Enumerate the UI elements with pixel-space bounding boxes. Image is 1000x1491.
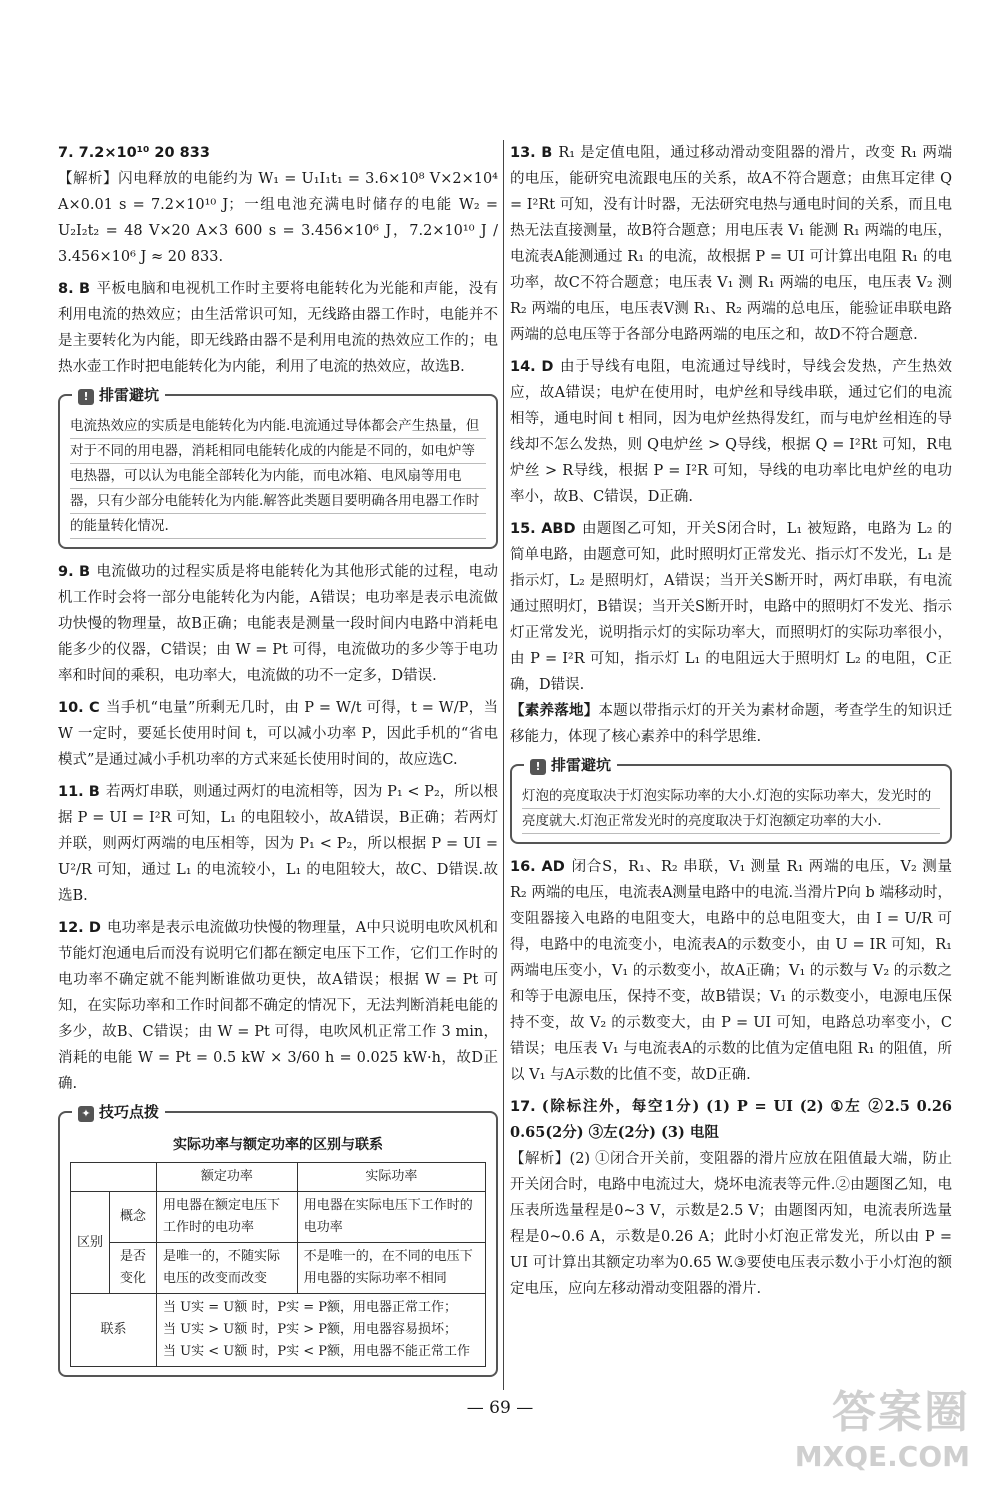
question-17 [510,1094,952,1302]
question-15 [510,516,952,750]
question-9 [58,559,498,689]
q9-number: 9. B [58,564,91,580]
tips-box [58,1103,498,1377]
q11-number: 11. B [58,784,100,800]
question-14 [510,354,952,510]
pitfall-title-2: ! 排雷避坑 [524,753,617,778]
table-cell-change-actual: 不是唯一的，在不同的电压下用电器的实际功率不相同 [297,1243,485,1294]
table-row-concept-label: 概念 [110,1192,157,1243]
table-header-rated: 额定功率 [157,1163,298,1192]
question-8 [58,276,498,380]
pitfall-text-1: 电流热效应的实质是电能转化为内能.电流通过导体都会产生热量，但对于不同的用电器，消耗相同电能转化成的内能是不同的，如电炉等电热器，可以认为电能全部转化为内能，而电冰箱、电风扇等用电器，只有少部分电能转化为内能.解答此类题目要明确各用电器工作时的能量转化情况. [70,414,486,539]
table-header-actual: 实际功率 [297,1163,485,1192]
q11-text: 若两灯串联，则通过两灯的电流相等，因为 P₁ < P₂，所以根据 P = UI = I²R 可知，L₁ 的电阻较小，故A错误，B正确；若两灯并联，则两灯两端的电压相等，因为 P₁ < P₂，所以根据 P = UI = U²/R 可知，通过 L₁ 的电流较小，L₁ 的电阻较大，故C、D错误.故选B. [58,784,498,904]
power-comparison-table [70,1162,486,1367]
q15-text: 由题图乙可知，开关S闭合时，L₁ 被短路，电路为 L₂ 的简单电路，由题意可知，此时照明灯正常发光、指示灯不发光，L₁ 是指示灯，L₂ 是照明灯，A错误；当开关S断开时，两灯串联，有电流通过照明灯，B错误；当开关S断开时，电路中的照明灯不发光、指示灯正常发光，说明指示灯的实际功率大，而照明灯的实际功率很小，由 P = I²R 可知，指示灯 L₁ 的电阻远大于照明灯 L₂ 的电阻，C正确，D错误. [510,521,952,693]
table-row-relation-label: 联系 [71,1294,157,1367]
page-number: — 69 — [466,1398,534,1418]
table-cell-relation [157,1294,486,1367]
q12-number: 12. D [58,920,101,936]
tips-title: ✦ 技巧点拨 [72,1100,165,1125]
table-cell-concept-actual: 用电器在实际电压下工作时的电功率 [297,1192,485,1243]
right-column [510,140,952,1308]
q15-note-text: 本题以带指示灯的开关为素材命题，考查学生的知识迁移能力，体现了核心素养中的科学思维. [510,703,953,745]
q7-answer: 7. 7.2×10¹⁰ 20 833 [58,145,210,161]
relation-line: 当 U实 = U额 时，P实 = P额，用电器正常工作； [163,1300,457,1315]
pitfall-box-1 [58,386,498,549]
question-7 [58,140,498,270]
table-row-change-label: 是否变化 [110,1243,157,1294]
lightbulb-icon: ✦ [78,1106,94,1122]
warning-icon: ! [530,759,546,775]
q16-number: 16. AD [510,859,565,875]
q17-analysis: 【解析】(2) ①闭合开关前，变阻器的滑片应放在阻值最大端，防止开关闭合时，电路中电流过大，烧坏电流表等元件.②由题图乙知，电压表所选量程是0~3 V，示数是2.5 V；由题图丙知，电流表所选量程是0~0.6 A，示数是0.26 A；此时小灯泡正常发光，所以由 P = UI 可计算出其额定功率为0.65 W.③要使电压表示数小于小灯泡的额定电压，应向左移动滑动变阻器的滑片. [510,1151,952,1297]
q15-number: 15. ABD [510,521,576,537]
q13-number: 13. B [510,145,553,161]
q14-text: 由于导线有电阻，电流通过导线时，导线会发热，产生热效应，故A错误；电炉在使用时，电炉丝和导线串联，通过它们的电流相等，通电时间 t 相同，因为电炉丝热得发红，而与电炉丝相连的导线却不怎么发热，则 Q电炉丝 > Q导线，根据 Q = I²Rt 可知，R电炉丝 > R导线，根据 P = I²R 可知，导线的电功率比电炉丝的电功率小，故B、C错误，D正确. [510,359,952,505]
column-divider [503,140,504,1390]
q9-text: 电流做功的过程实质是将电能转化为其他形式能的过程，电动机工作时会将一部分电能转化为内能，A错误；电功率是表示电流做功快慢的物理量，故B正确；电能表是测量一段时间内电路中消耗电能多少的仪器，C错误；由 W = Pt 可得，电流做功的多少等于电功率和时间的乘积，电功率大，电流做的功不一定多，D错误. [58,564,499,684]
warning-icon: ! [78,389,94,405]
table-cell-change-rated: 是唯一的，不随实际电压的改变而改变 [157,1243,298,1294]
q10-number: 10. C [58,700,100,716]
relation-line: 当 U实 < U额 时，P实 < P额，用电器不能正常工作 [163,1344,470,1359]
tips-caption: 实际功率与额定功率的区别与联系 [173,1137,383,1153]
watermark-logo [795,1376,970,1473]
pitfall-text-2: 灯泡的亮度取决于灯泡实际功率的大小.灯泡的实际功率大，发光时的亮度就大.灯泡正常发光时的亮度取决于灯泡额定功率的大小. [522,784,940,834]
table-group-difference: 区别 [71,1192,110,1294]
q13-text: R₁ 是定值电阻，通过移动滑动变阻器的滑片，改变 R₁ 两端的电压，能研究电流跟电压的关系，故A不符合题意；由焦耳定律 Q = I²Rt 可知，没有计时器，无法研究电热与通电时间的关系，而且电热无法直接测量，故B符合题意；用电压表 V₁ 能测 R₁ 两端的电压，电流表A能测通过 R₁ 的电流，故根据 P = UI 可计算出电阻 R₁ 的电功率，故C不符合题意；电压表 V₁ 测 R₁ 两端的电压，电压表 V₂ 测 R₂ 两端的电压，电压表V测 R₁、R₂ 两端的总电压，能验证串联电路两端的总电压等于各部分电路两端的电压之和，故D不符合题意. [510,145,952,343]
q14-number: 14. D [510,359,554,375]
q15-literacy-note [510,698,952,750]
pitfall-box-2 [510,756,952,844]
question-13 [510,140,952,348]
pitfall-title-1: ! 排雷避坑 [72,383,165,408]
relation-line: 当 U实 > U额 时，P实 > P额，用电器容易损坏； [163,1322,457,1337]
q17-answers: (除标注外，每空1分) (1) P = UI (2) ①左 ②2.5 0.26 0.65(2分) ③左(2分) (3) 电阻 [510,1098,952,1141]
q15-note-tag: 【素养落地】 [510,702,599,719]
q12-text: 电功率是表示电流做功快慢的物理量，A中只说明电吹风机和节能灯泡通电后而没有说明它们都在额定电压下工作，它们工作时的电功率不确定就不能判断谁做功更快，故A错误；根据 W = Pt 可知，在实际功率和工作时间都不确定的情况下，无法判断消耗电能的多少，故B、C错误；由 W = Pt 可得，电吹风机正常工作 3 min，消耗的电能 W = Pt = 0.5 kW × 3/60 h = 0.025 kW·h，故D正确. [58,920,498,1092]
question-16 [510,854,952,1088]
left-column [58,140,498,1387]
table-corner [71,1163,157,1192]
question-11 [58,779,498,909]
watermark-line-2: MXQE.COM [794,1440,970,1473]
q7-analysis: 【解析】闪电释放的电能约为 W₁ = U₁I₁t₁ = 3.6×10⁸ V×2×10⁴ A×0.01 s = 7.2×10¹⁰ J；一组电池充满电时储存的电能 W₂ = U₂I₂t₂ = 48 V×20 A×3 600 s = 3.456×10⁶ J，7.2×10¹⁰ J / 3.456×10⁶ J ≈ 20 833. [58,171,498,265]
q8-number: 8. B [58,281,91,297]
table-cell-concept-rated: 用电器在额定电压下工作时的电功率 [157,1192,298,1243]
q16-text: 闭合S，R₁、R₂ 串联，V₁ 测量 R₁ 两端的电压，V₂ 测量 R₂ 两端的电压，电流表A测量电路中的电流.当滑片P向 b 端移动时，变阻器接入电路的电阻变大，电路中的总电阻变大，由 I = U/R 可得，电路中的电流变小，电流表A的示数变小，由 U = IR 可知，R₁ 两端电压变小，V₁ 的示数变小，故A正确；V₁ 的示数与 V₂ 的示数之和等于电源电压，保持不变，故B错误；V₁ 的示数变小，电源电压保持不变，故 V₂ 的示数变大，由 P = UI 可知，电路总功率变小，C错误；电压表 V₁ 与电流表A的示数的比值为定值电阻 R₁ 的阻值，所以 V₁ 与A示数的比值不变，故D正确. [510,859,952,1083]
q10-text: 当手机“电量”所剩无几时，由 P = W/t 可得，t = W/P，当 W 一定时，要延长使用时间 t，可以减小功率 P，因此手机的“省电模式”是通过减小手机功率的方式来延长使用时间的，故应选C. [58,700,498,768]
question-10 [58,695,498,773]
watermark-line-1: 答案圈 [832,1387,970,1438]
q8-text: 平板电脑和电视机工作时主要将电能转化为光能和声能，没有利用电流的热效应；由生活常识可知，无线路由器工作时，电能并不是主要转化为内能，即无线路由器不是利用电流的热效应工作的；电热水壶工作时把电能转化为内能，利用了电流的热效应，故选B. [58,281,499,375]
q17-number: 17. [510,1099,536,1115]
question-12 [58,915,498,1097]
